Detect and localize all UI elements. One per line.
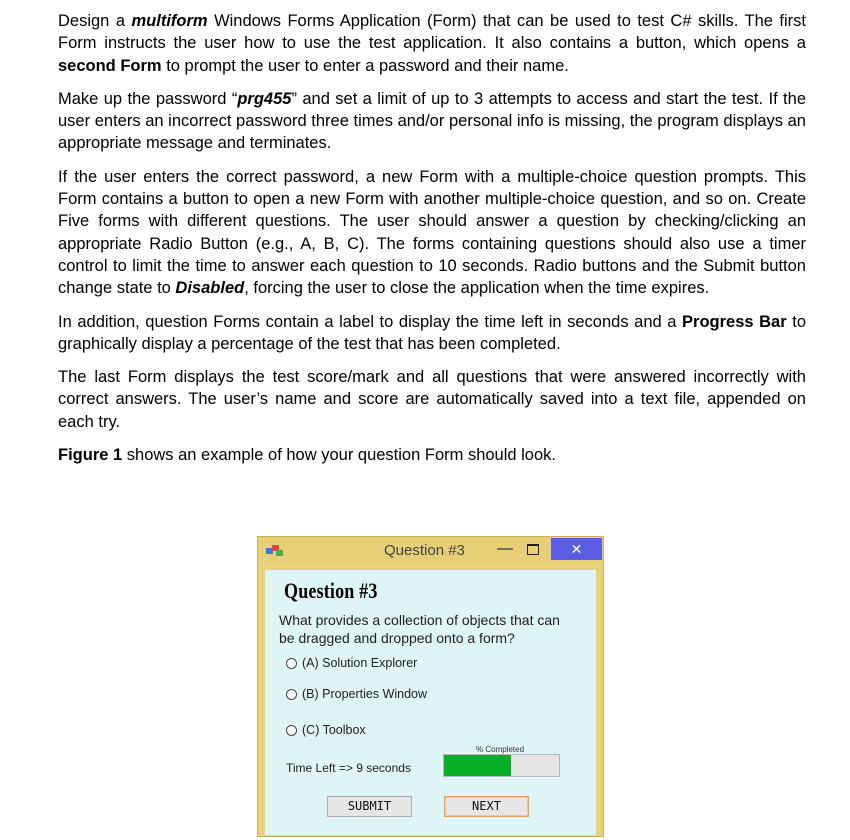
emphasis-second-form: second Form [58,56,162,75]
text-run: , forcing the user to close the application when the time expires. [244,279,710,298]
maximize-button[interactable] [523,538,543,560]
radio-label: (C) Toolbox [302,723,366,737]
text-run: Windows Forms Application (Form) that can be used to test C# skills. The first Form instructs the user how to use the test application. It also contains a button, which opens a [58,12,806,53]
form-client-area [265,570,596,835]
paragraph-questions [58,166,806,300]
radio-label: (B) Properties Window [302,687,428,701]
time-left-label: Time Left => 9 seconds [286,761,411,775]
emphasis-password: prg455 [237,89,292,108]
text-run: Design a [58,12,132,30]
text-run: Make up the password “ [58,89,238,108]
progress-bar [443,754,560,777]
window-title: Question #3 [384,542,465,559]
text-run: to prompt the user to enter a password and their name. [161,56,569,75]
text-run: ” and set a limit of up to 3 attempts to access and start the test. If the user enters an incorrect password three times and/or personal info is missing, the program displays an appropriate message and terminates. [58,89,806,153]
emphasis-progress-bar: Progress Bar [682,312,787,331]
next-button[interactable]: NEXT [444,796,529,817]
text-run: If the user enters the correct password, a new Form with a multiple-choice question prompts. This Form contains a button to open a new Form with another multiple-choice question, and so on. Create Five forms with different questions. The user should answer a question by checking/clicking an appropriate Radio Button (e.g., A, B, C). The forms containing questions should also use a timer control to limit the time to answer each question to 10 seconds. Radio buttons and the Submit button change state to [58,167,806,298]
paragraph-intro [58,10,806,77]
question-heading: Question #3 [284,578,378,603]
radio-circle[interactable] [286,689,297,700]
emphasis-disabled: Disabled [175,279,245,298]
text-run: The last Form displays the test score/mark and all questions that were answered incorrectly with correct answers. The user’s name and score are automatically saved into a text file, appended on each try. [58,368,806,431]
text-run: In addition, question Forms contain a label to display the time left in seconds and a [58,312,683,331]
emphasis-figure-1: Figure 1 [58,446,123,465]
progress-bar-fill [444,755,511,776]
radio-option-a[interactable] [286,656,417,670]
close-button[interactable]: ✕ [551,538,602,560]
text-run: to graphically display a percentage of the test that has been completed. [58,312,806,353]
paragraph-figure [58,444,806,466]
paragraph-last-form [58,366,806,433]
assignment-text [58,10,806,477]
question-form-window [257,536,604,837]
progress-label: % Completed [476,745,525,754]
minimize-button[interactable]: — [497,540,513,557]
submit-button[interactable]: SUBMIT [327,796,412,817]
paragraph-password [58,88,806,155]
radio-circle[interactable] [286,658,297,669]
radio-option-c[interactable] [286,723,366,737]
title-bar[interactable] [258,537,603,564]
app-icon [266,544,284,558]
radio-label: (A) Solution Explorer [302,656,418,670]
question-text: What provides a collection of objects that can be dragged and dropped onto a form? [279,612,560,646]
emphasis-multiform: multiform [131,12,208,30]
radio-circle[interactable] [286,725,297,736]
radio-option-b[interactable] [286,687,427,701]
paragraph-progress [58,311,806,356]
text-run: shows an example of how your question Form should look. [122,446,556,465]
